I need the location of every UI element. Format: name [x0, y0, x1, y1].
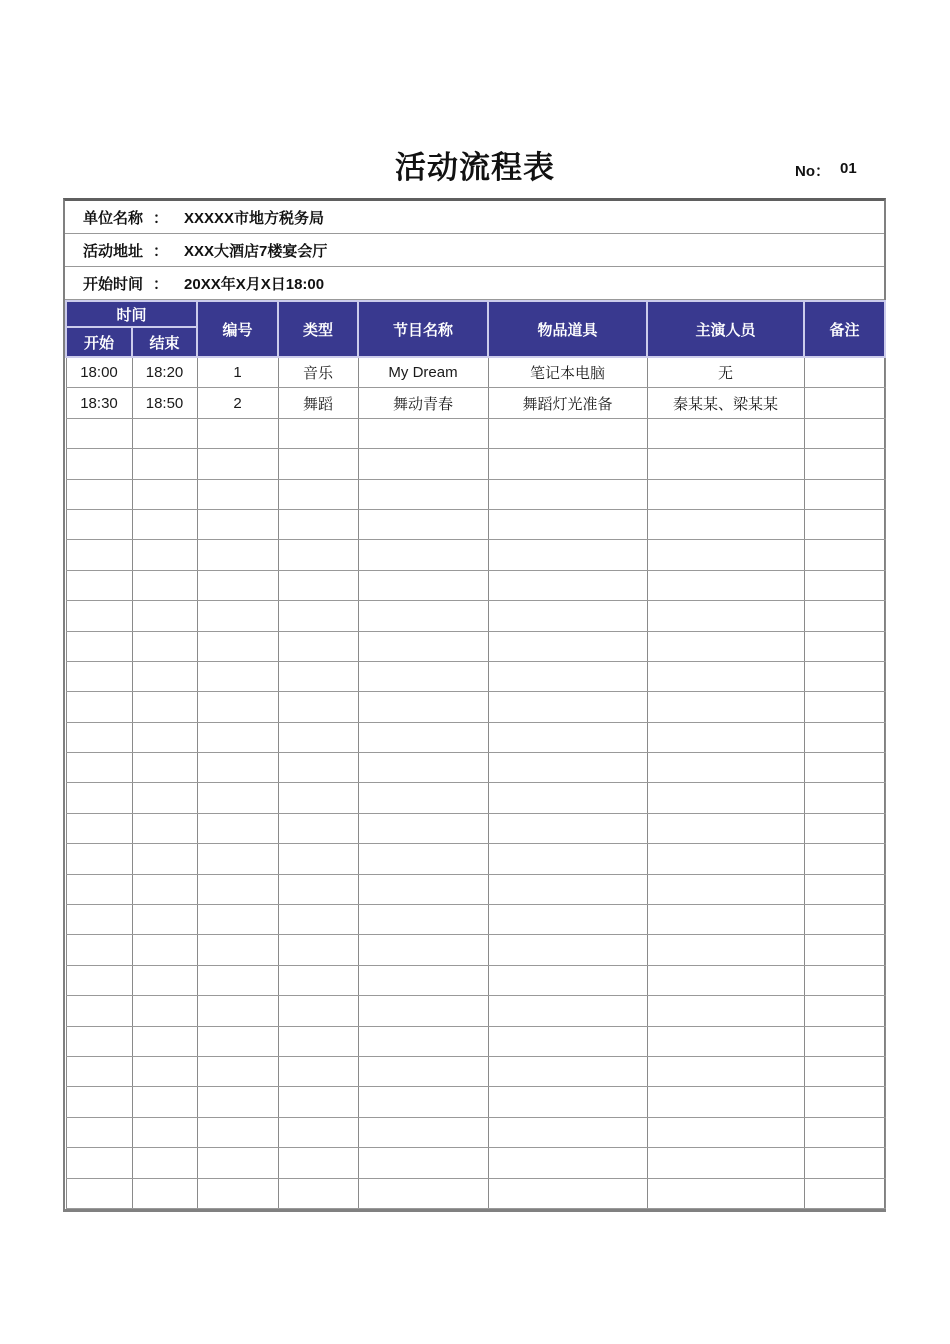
table-cell	[132, 1148, 197, 1178]
table-cell	[278, 540, 358, 570]
table-cell	[66, 1087, 132, 1117]
table-cell	[358, 1117, 488, 1147]
table-cell	[647, 1178, 804, 1208]
table-row	[66, 1117, 885, 1147]
table-cell	[278, 1056, 358, 1086]
table-cell	[278, 601, 358, 631]
table-cell	[358, 874, 488, 904]
table-cell	[358, 753, 488, 783]
table-cell	[197, 1117, 278, 1147]
table-cell: 舞动青春	[358, 388, 488, 418]
table-cell: 舞蹈	[278, 388, 358, 418]
table-row	[66, 874, 885, 904]
table-cell	[488, 449, 647, 479]
table-cell	[804, 1026, 885, 1056]
table-cell	[804, 661, 885, 691]
table-cell	[66, 418, 132, 448]
table-row	[66, 1087, 885, 1117]
info-value: XXXXX市地方税务局	[184, 209, 325, 227]
table-cell	[647, 1056, 804, 1086]
table-row	[66, 844, 885, 874]
table-cell	[132, 1117, 197, 1147]
info-label: 活动地址	[83, 242, 144, 260]
table-cell	[647, 813, 804, 843]
table-cell	[358, 783, 488, 813]
table-cell	[278, 965, 358, 995]
info-colon: ：	[153, 209, 169, 227]
table-cell	[132, 935, 197, 965]
table-cell	[488, 1117, 647, 1147]
table-cell	[132, 509, 197, 539]
table-cell	[804, 1117, 885, 1147]
info-colon: ：	[153, 275, 169, 293]
table-cell	[488, 813, 647, 843]
table-cell	[66, 1178, 132, 1208]
table-cell	[488, 570, 647, 600]
info-value: 20XX年X月X日18:00	[184, 275, 325, 293]
schedule-table	[65, 300, 886, 1209]
header-number: 编号	[197, 301, 278, 357]
table-cell	[358, 1087, 488, 1117]
table-cell	[132, 844, 197, 874]
table-cell	[278, 844, 358, 874]
table-cell	[804, 1148, 885, 1178]
table-cell	[66, 479, 132, 509]
table-cell	[132, 601, 197, 631]
table-cell	[488, 1087, 647, 1117]
table-cell	[278, 449, 358, 479]
table-cell	[132, 1087, 197, 1117]
table-cell	[358, 905, 488, 935]
table-cell	[488, 874, 647, 904]
table-cell	[804, 388, 885, 418]
table-cell: 18:30	[66, 388, 132, 418]
table-row	[66, 905, 885, 935]
table-row	[66, 479, 885, 509]
table-cell	[804, 540, 885, 570]
table-cell	[647, 844, 804, 874]
table-row	[66, 692, 885, 722]
header-props: 物品道具	[488, 301, 647, 357]
table-cell	[488, 540, 647, 570]
table-cell	[647, 631, 804, 661]
table-row	[66, 1178, 885, 1208]
table-cell	[132, 753, 197, 783]
table-cell	[197, 1056, 278, 1086]
table-cell	[647, 418, 804, 448]
table-cell	[197, 844, 278, 874]
info-row-address	[65, 234, 884, 267]
table-cell	[197, 1026, 278, 1056]
table-cell	[132, 661, 197, 691]
table-cell	[804, 783, 885, 813]
table-cell	[197, 1178, 278, 1208]
table-cell	[804, 753, 885, 783]
table-row	[66, 357, 885, 388]
table-cell	[66, 1148, 132, 1178]
table-cell	[647, 479, 804, 509]
table-cell	[197, 661, 278, 691]
table-cell	[358, 844, 488, 874]
table-cell	[358, 692, 488, 722]
table-cell	[197, 570, 278, 600]
table-cell	[647, 874, 804, 904]
table-cell	[66, 540, 132, 570]
table-cell	[66, 813, 132, 843]
table-cell	[358, 1056, 488, 1086]
table-cell: 无	[647, 357, 804, 388]
table-cell	[197, 1087, 278, 1117]
header-remarks: 备注	[804, 301, 885, 357]
table-cell	[804, 1178, 885, 1208]
table-row	[66, 722, 885, 752]
table-cell	[66, 996, 132, 1026]
table-cell	[197, 479, 278, 509]
table-cell	[647, 783, 804, 813]
table-cell	[132, 1026, 197, 1056]
table-cell	[647, 1026, 804, 1056]
table-cell: 1	[197, 357, 278, 388]
table-cell	[132, 540, 197, 570]
table-cell	[66, 783, 132, 813]
table-row	[66, 1148, 885, 1178]
table-cell	[647, 1087, 804, 1117]
table-cell	[197, 935, 278, 965]
table-cell	[358, 1178, 488, 1208]
table-cell	[647, 692, 804, 722]
table-cell	[66, 661, 132, 691]
table-cell	[647, 905, 804, 935]
header-time-start: 开始	[66, 327, 132, 357]
header-program-name: 节目名称	[358, 301, 488, 357]
table-cell	[488, 965, 647, 995]
table-row	[66, 965, 885, 995]
info-value: XXX大酒店7楼宴会厅	[184, 242, 328, 260]
table-cell	[488, 631, 647, 661]
table-cell: 2	[197, 388, 278, 418]
table-cell	[488, 661, 647, 691]
table-cell	[132, 813, 197, 843]
table-cell	[358, 509, 488, 539]
table-cell	[278, 570, 358, 600]
table-header	[66, 301, 885, 357]
table-cell	[358, 813, 488, 843]
table-cell	[488, 996, 647, 1026]
table-row	[66, 570, 885, 600]
doc-number-label: No：	[795, 163, 830, 180]
table-cell	[647, 1148, 804, 1178]
table-cell	[66, 965, 132, 995]
table-cell: 18:50	[132, 388, 197, 418]
table-cell	[278, 905, 358, 935]
table-cell: 秦某某、梁某某	[647, 388, 804, 418]
table-cell	[804, 1056, 885, 1086]
table-cell	[278, 753, 358, 783]
table-cell	[804, 509, 885, 539]
table-cell	[278, 1148, 358, 1178]
info-label: 开始时间	[83, 275, 144, 293]
table-cell	[488, 722, 647, 752]
table-cell	[488, 905, 647, 935]
table-cell	[647, 1117, 804, 1147]
table-cell	[278, 722, 358, 752]
table-cell	[197, 996, 278, 1026]
table-cell	[278, 692, 358, 722]
table-cell	[132, 418, 197, 448]
table-cell	[66, 1117, 132, 1147]
table-cell	[358, 722, 488, 752]
table-cell	[197, 753, 278, 783]
table-cell	[804, 813, 885, 843]
table-cell	[278, 783, 358, 813]
table-cell	[804, 1087, 885, 1117]
table-cell	[278, 1117, 358, 1147]
table-cell	[197, 449, 278, 479]
table-cell	[488, 1056, 647, 1086]
table-cell	[197, 509, 278, 539]
header-time-group: 时间	[66, 301, 197, 327]
table-cell	[66, 753, 132, 783]
table-cell	[804, 418, 885, 448]
table-cell	[278, 661, 358, 691]
table-cell	[358, 418, 488, 448]
table-cell	[278, 418, 358, 448]
table-cell	[647, 965, 804, 995]
table-cell	[804, 935, 885, 965]
table-cell	[358, 965, 488, 995]
table-cell	[132, 631, 197, 661]
table-cell	[647, 722, 804, 752]
table-body	[66, 357, 885, 1208]
table-row	[66, 661, 885, 691]
table-cell	[66, 1026, 132, 1056]
table-cell	[804, 722, 885, 752]
table-cell	[647, 601, 804, 631]
table-cell	[132, 570, 197, 600]
table-cell	[197, 905, 278, 935]
table-cell	[488, 1148, 647, 1178]
table-cell	[197, 601, 278, 631]
table-cell	[358, 935, 488, 965]
table-cell	[66, 844, 132, 874]
header-performers: 主演人员	[647, 301, 804, 357]
table-cell	[358, 631, 488, 661]
info-row-start-time	[65, 267, 884, 300]
table-cell	[804, 844, 885, 874]
table-row	[66, 631, 885, 661]
table-cell	[132, 692, 197, 722]
table-cell	[66, 449, 132, 479]
table-cell: 舞蹈灯光准备	[488, 388, 647, 418]
table-cell	[647, 996, 804, 1026]
table-cell	[66, 631, 132, 661]
table-cell: 音乐	[278, 357, 358, 388]
table-cell	[197, 692, 278, 722]
table-cell	[804, 996, 885, 1026]
table-cell	[132, 965, 197, 995]
table-cell	[66, 905, 132, 935]
table-cell	[278, 935, 358, 965]
table-cell	[66, 601, 132, 631]
table-row	[66, 753, 885, 783]
table-cell	[278, 996, 358, 1026]
table-cell	[358, 449, 488, 479]
table-cell	[804, 449, 885, 479]
table-cell	[488, 509, 647, 539]
table-cell	[66, 509, 132, 539]
table-row	[66, 509, 885, 539]
table-cell	[66, 722, 132, 752]
table-cell	[197, 722, 278, 752]
header-type: 类型	[278, 301, 358, 357]
table-cell	[132, 722, 197, 752]
table-cell	[66, 570, 132, 600]
table-cell	[358, 540, 488, 570]
table-row	[66, 540, 885, 570]
table-cell	[488, 844, 647, 874]
table-cell: My Dream	[358, 357, 488, 388]
table-cell	[132, 449, 197, 479]
page-title: 活动流程表	[395, 150, 555, 185]
table-cell	[132, 1056, 197, 1086]
table-cell	[197, 540, 278, 570]
doc-number	[795, 160, 857, 181]
table-cell	[132, 1178, 197, 1208]
table-row	[66, 935, 885, 965]
table-cell	[804, 570, 885, 600]
table-cell	[66, 692, 132, 722]
table-cell	[358, 661, 488, 691]
table-cell	[358, 1026, 488, 1056]
table-cell	[647, 509, 804, 539]
table-cell	[278, 479, 358, 509]
table-row	[66, 1056, 885, 1086]
table-cell	[358, 570, 488, 600]
table-cell	[358, 479, 488, 509]
table-cell	[647, 935, 804, 965]
table-cell	[66, 874, 132, 904]
table-row	[66, 996, 885, 1026]
table-cell	[488, 1026, 647, 1056]
table-cell: 18:00	[66, 357, 132, 388]
table-row	[66, 388, 885, 418]
table-cell	[804, 601, 885, 631]
table-cell	[804, 874, 885, 904]
table-row	[66, 449, 885, 479]
table-cell	[488, 601, 647, 631]
table-row	[66, 1026, 885, 1056]
table-cell: 笔记本电脑	[488, 357, 647, 388]
table-cell	[278, 631, 358, 661]
table-cell	[647, 661, 804, 691]
table-cell	[278, 509, 358, 539]
table-cell	[804, 905, 885, 935]
table-row	[66, 601, 885, 631]
table-cell	[804, 479, 885, 509]
table-cell	[132, 905, 197, 935]
table-cell	[804, 692, 885, 722]
table-cell	[278, 1026, 358, 1056]
header-time-end: 结束	[132, 327, 197, 357]
table-cell	[358, 601, 488, 631]
table-cell	[197, 965, 278, 995]
table-cell	[804, 357, 885, 388]
info-colon: ：	[153, 242, 169, 260]
table-row	[66, 783, 885, 813]
table-cell: 18:20	[132, 357, 197, 388]
table-cell	[804, 631, 885, 661]
table-cell	[66, 935, 132, 965]
table-cell	[132, 783, 197, 813]
table-cell	[66, 1056, 132, 1086]
table-cell	[647, 570, 804, 600]
table-cell	[647, 449, 804, 479]
table-cell	[132, 874, 197, 904]
table-cell	[278, 874, 358, 904]
table-cell	[358, 1148, 488, 1178]
table-cell	[197, 1148, 278, 1178]
table-cell	[132, 996, 197, 1026]
table-cell	[278, 1087, 358, 1117]
table-cell	[647, 753, 804, 783]
table-cell	[488, 479, 647, 509]
info-row-unit	[65, 201, 884, 234]
table-cell	[358, 996, 488, 1026]
doc-number-value: 01	[840, 160, 857, 177]
table-cell	[488, 692, 647, 722]
table-cell	[488, 783, 647, 813]
table-cell	[197, 418, 278, 448]
table-cell	[197, 783, 278, 813]
table-cell	[197, 631, 278, 661]
table-cell	[197, 874, 278, 904]
table-cell	[488, 753, 647, 783]
table-cell	[278, 813, 358, 843]
table-row	[66, 813, 885, 843]
table-cell	[197, 813, 278, 843]
info-label: 单位名称	[83, 209, 144, 227]
table-cell	[488, 935, 647, 965]
table-row	[66, 418, 885, 448]
table-cell	[804, 965, 885, 995]
schedule-sheet	[63, 198, 886, 1212]
table-cell	[278, 1178, 358, 1208]
table-cell	[647, 540, 804, 570]
table-cell	[488, 1178, 647, 1208]
table-cell	[488, 418, 647, 448]
table-cell	[132, 479, 197, 509]
